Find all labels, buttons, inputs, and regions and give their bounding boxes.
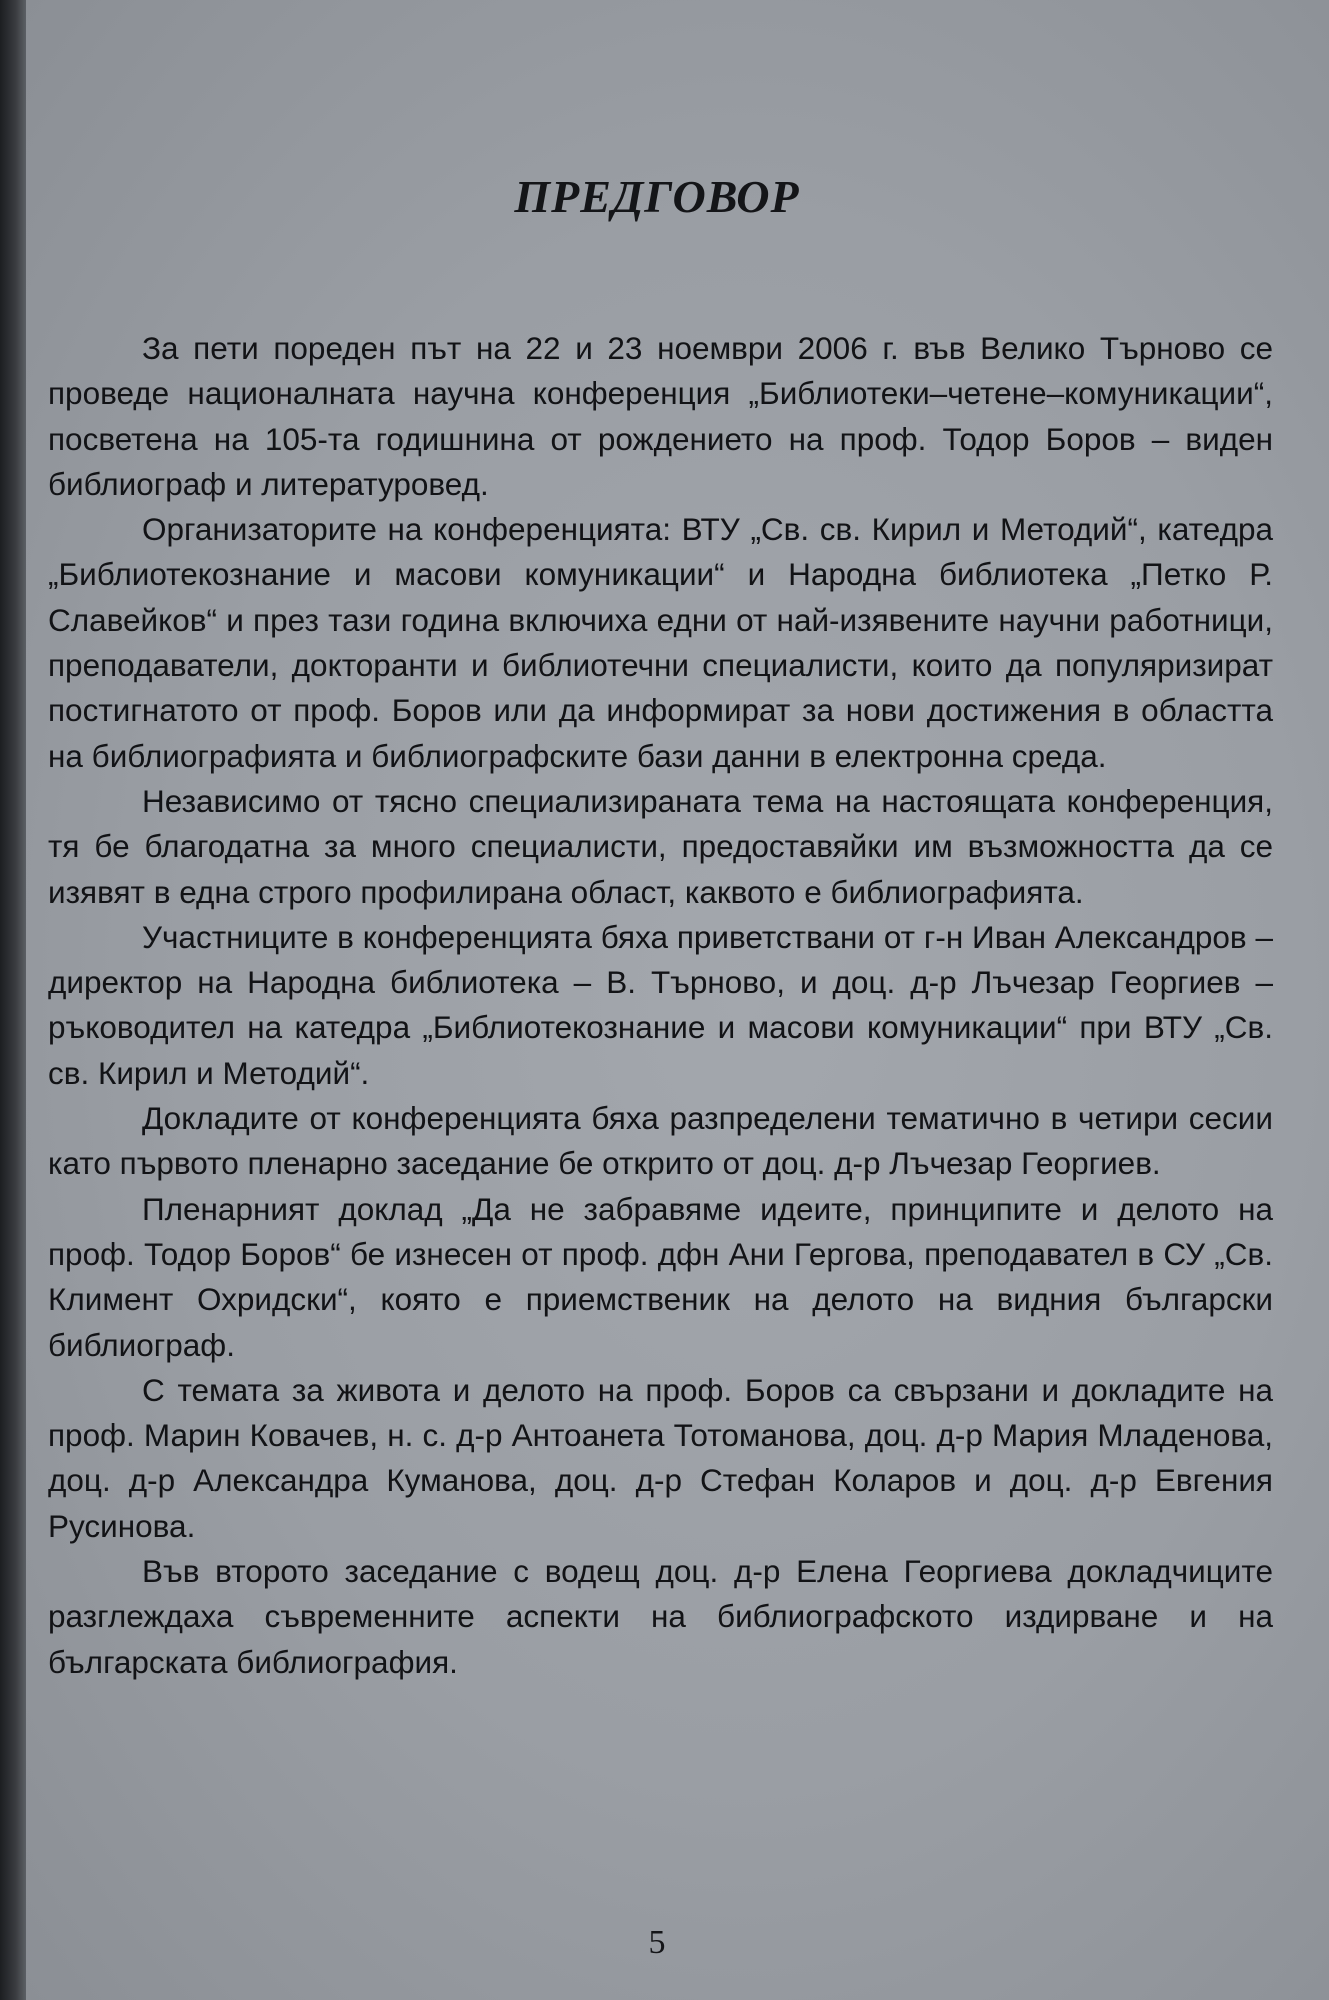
paragraph: За пети пореден път на 22 и 23 ноември 2006 г. във Велико Търново се проведе националната научна конференция „Библиотеки–четене–комуникации“, посветена на 105-та годишнина от рождението на проф. Тодор Боров – виден библиограф и литературовед. <box>48 330 1273 502</box>
paragraph: Независимо от тясно специализираната тема на настоящата конференция, тя бе благодатна за много специалисти, предоставяйки им възможността да се изявят в една строго профилирана област, каквото е библиографията. <box>48 782 1273 910</box>
page-title: ПРЕДГОВОР <box>514 171 800 222</box>
page-number: 5 <box>648 1924 666 1961</box>
book-spine <box>0 0 26 2000</box>
body-text <box>48 326 1273 1685</box>
paragraph: Във второто заседание с водещ доц. д-р Елена Георгиева докладчиците разглеждаха съвременните аспекти на библиографското издирване и на българската библиография. <box>48 1553 1273 1680</box>
document-page <box>26 0 1329 2000</box>
paragraph: С темата за живота и делото на проф. Боров са свързани и докладите на проф. Марин Ковачев, н. с. д-р Антоанета Тотоманова, доц. д-р Мария Младенова, доц. д-р Александра Куманова, доц. д-р Стефан Коларов и доц. д-р Евгения Русинова. <box>48 1371 1273 1544</box>
paragraph: Участниците в конференцията бяха приветствани от г-н Иван Александров – директор на Народна библиотека – В. Търново, и доц. д-р Лъчезар Георгиев – ръководител на катедра „Библиотекознание и масови комуникации“ при ВТУ „Св. св. Кирил и Методий“. <box>48 918 1273 1091</box>
paragraph: Докладите от конференцията бяха разпределени тематично в четири сесии като първото пленарно заседание бе открито от доц. д-р Лъчезар Георгиев. <box>48 1100 1273 1182</box>
paragraph: Пленарният доклад „Да не забравяме идеите, принципите и делото на проф. Тодор Боров“ бе изнесен от проф. дфн Ани Гергова, преподавател в СУ „Св. Климент Охридски“, която е приемственик на делото на видния български библиограф. <box>48 1190 1273 1363</box>
paragraph: Организаторите на конференцията: ВТУ „Св. св. Кирил и Методий“, катедра „Библиотекознание и масови комуникации“ и Народна библиотека „Петко Р. Славейков“ и през тази година включиха едни от най-изявените научни работници, преподаватели, докторанти и библиотечни специалисти, които да популяризират постигнатото от проф. Боров или да информират за нови достижения в областта на библиографията и библиографските бази данни в електронна среда. <box>48 511 1273 774</box>
